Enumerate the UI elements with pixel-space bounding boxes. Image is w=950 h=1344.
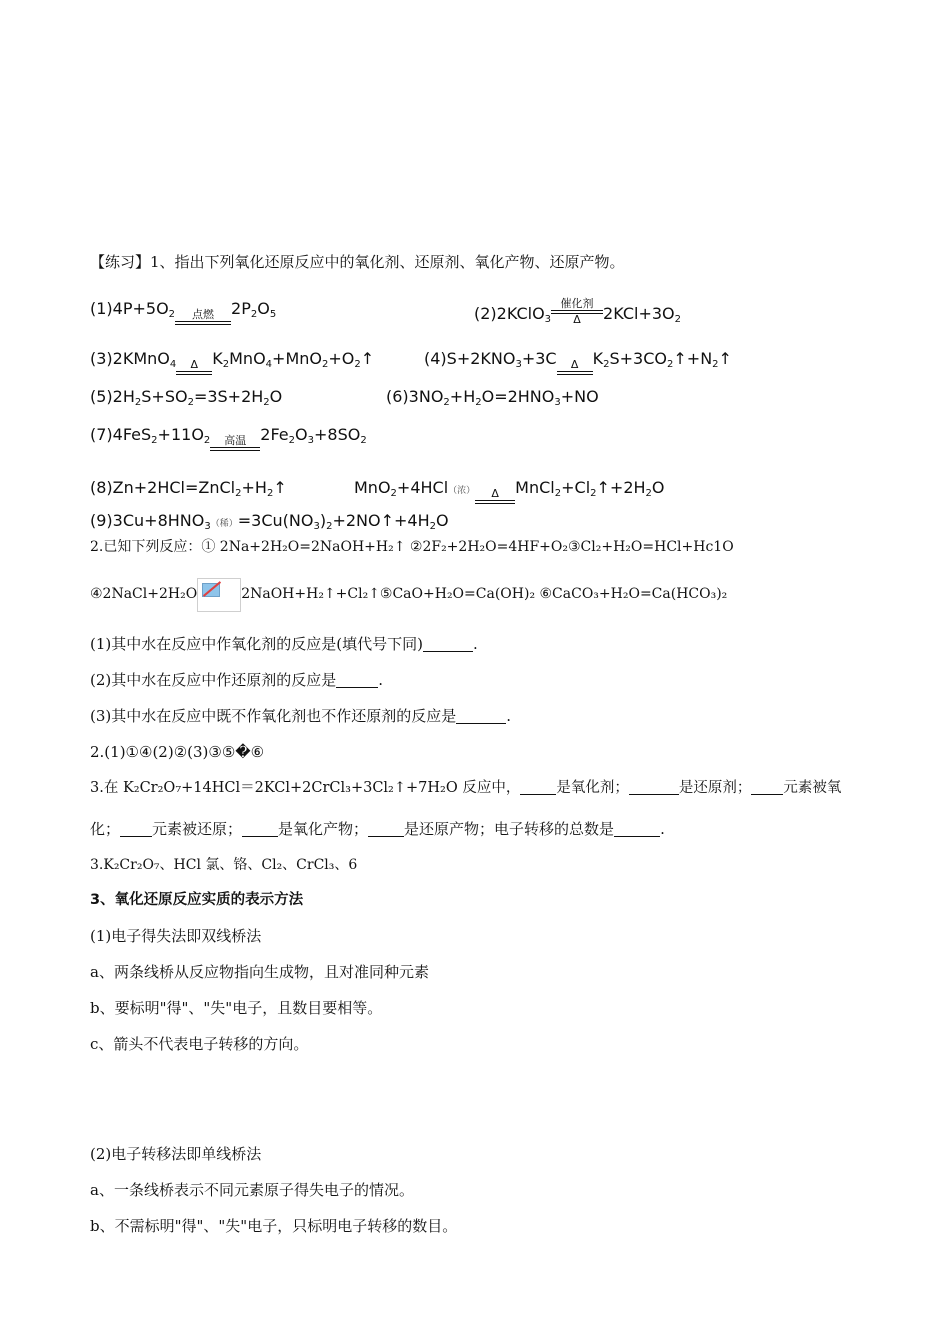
answer-blank[interactable] (242, 821, 278, 837)
question-3-line1: 3.在 K₂Cr₂O₇+14HCl＝2KCl+2CrCl₃+3Cl₂↑+7H₂O 反应中， 是氧化剂； 是还原剂； 元素被氧 (90, 780, 842, 796)
question-2-part-2: (2)其中水在反应中作还原剂的反应是 . (90, 671, 384, 689)
condition-label: 点燃 (192, 308, 215, 321)
answer-blank[interactable] (520, 779, 556, 795)
equation-8b: MnO$_2$+4HCl（浓） Δ $MnCl_2+Cl_2↑+2H_2O$ (354, 477, 665, 504)
exercise-title: 【练习】1、指出下列氧化还原反应中的氧化剂、还原剂、氧化产物、还原产物。 (90, 253, 625, 271)
broken-image-icon (197, 578, 241, 612)
answer-blank[interactable] (629, 779, 679, 795)
equation-5: $(5)2H_2S+SO_2=3S+2H_2O$ (90, 387, 283, 408)
answer-blank[interactable] (456, 708, 506, 724)
section-3-1-point-c: c、箭头不代表电子转移的方向。 (90, 1035, 309, 1053)
condition-label: Δ (491, 487, 499, 500)
question-2-part-3: (3)其中水在反应中既不作氧化剂也不作还原剂的反应是 . (90, 707, 512, 725)
question-2-answer: 2.(1)①④(2)②(3)③⑤�⑥ (90, 743, 265, 761)
question-2-reactions-line2: ④2NaCl+2H₂O 2NaOH+H₂↑+Cl₂↑⑤CaO+H₂O=Ca(OH)₂ ⑥CaCO₃+H₂O=Ca(HCO₃)₂ (90, 578, 727, 612)
question-3-answer: 3.K₂Cr₂O₇、HCl 氯、铬、Cl₂、CrCl₃、6 (90, 857, 358, 873)
section-3-2-heading: (2)电子转移法即单线桥法 (90, 1145, 262, 1163)
answer-blank[interactable] (368, 821, 404, 837)
question-2-part-1: (1)其中水在反应中作氧化剂的反应是(填代号下同) . (90, 635, 478, 653)
equation-6: $(6)3NO_2+H_2O=2HNO_3+NO$ (386, 387, 599, 408)
condition-label: 催化剂 (560, 297, 594, 310)
equation-3: (3)2KMnO$_4$ Δ $K_2MnO_4+MnO_2+O_2↑$ (90, 348, 374, 375)
equation-2: (2)2KClO$_3$ 催化剂 Δ $2KCl+3O_2$ (474, 297, 682, 326)
equation-9: $(9)3Cu+8HNO_3$（稀）$=3Cu(NO_3)_2+2NO↑+4H_2O$ (90, 511, 449, 532)
equation-7: $(7)4FeS_2+11O_2$ 高温 $2Fe_2O_3+8SO_2$ (90, 424, 367, 451)
equation-1: $(1)4P+5O_2$ 点燃 $2P_2O_5$ (90, 298, 276, 325)
question-2-reactions-line1: 2.已知下列反应：① 2Na+2H₂O=2NaOH+H₂↑ ②2F₂+2H₂O=4HF+O₂③Cl₂+H₂O=HCl+Hc1O (90, 539, 734, 555)
section-3-2-point-a: a、一条线桥表示不同元素原子得失电子的情况。 (90, 1181, 414, 1199)
section-3-title: 3、氧化还原反应实质的表示方法 (90, 892, 304, 908)
answer-blank[interactable] (120, 821, 152, 837)
equation-4: $(4)S+2KNO_3+3C$ Δ $K_2S+3CO_2↑+N_2↑$ (424, 348, 732, 375)
section-3-2-point-b: b、不需标明"得"、"失"电子，只标明电子转移的数目。 (90, 1217, 458, 1235)
question-3-line2: 化； 元素被还原； 是氧化产物； 是还原产物；电子转移的总数是 . (90, 820, 665, 838)
section-3-1-point-b: b、要标明"得"、"失"电子，且数目要相等。 (90, 999, 383, 1017)
answer-blank[interactable] (751, 779, 783, 795)
condition-label: 高温 (224, 434, 247, 447)
answer-blank[interactable] (423, 636, 473, 652)
condition-label: Δ (570, 358, 579, 371)
answer-blank[interactable] (614, 821, 660, 837)
section-3-1-point-a: a、两条线桥从反应物指向生成物，且对准同种元素 (90, 963, 429, 981)
equation-8: $(8)Zn+2HCl=ZnCl_2+H_2↑$ (90, 478, 287, 499)
section-3-1-heading: (1)电子得失法即双线桥法 (90, 927, 262, 945)
answer-blank[interactable] (336, 672, 378, 688)
condition-label: Δ (190, 358, 199, 371)
